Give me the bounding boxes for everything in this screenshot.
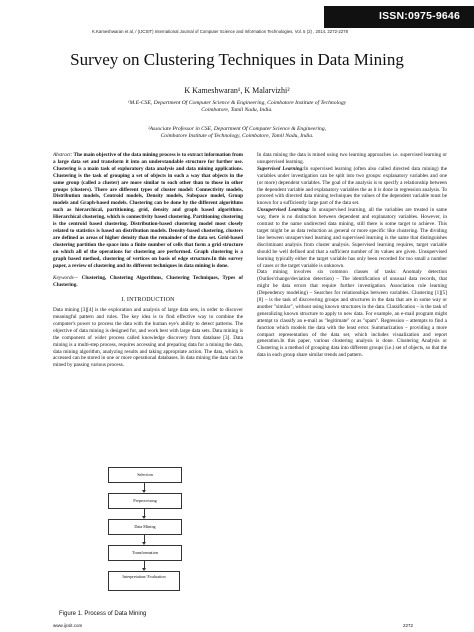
journal-citation: K.Kameshwaran et al, / (IJCSIT) International Journal of Computer Science and Information Technologies, Vol. 5 (2) , 2014, 2272-2278 — [92, 29, 348, 34]
supervised-learning-label: Supervised Learning: — [257, 165, 304, 172]
learning-approaches-paragraph: In data mining the data is mined using two learning approaches i.e. supervised learning or unsupervised learning. — [257, 152, 447, 165]
paper-authors: K Kameshwaran¹, K Malarvizhi² — [184, 86, 290, 95]
unsupervised-learning-label: Unsupervised Learning: — [257, 207, 310, 214]
journal-header — [0, 0, 474, 34]
abstract — [53, 152, 243, 269]
step-selection: Selection — [108, 467, 182, 483]
affiliation-2-line-2: Coimbatore Institute of Technology, Coimbatore, Tamil Nadu, India. — [160, 133, 314, 140]
section-heading-introduction: I. INTRODUCTION — [121, 297, 175, 304]
step-data-mining: Data Mining — [108, 519, 182, 535]
affiliation-1-line-2: Coimbatore, Tamil Nadu, India. — [201, 107, 273, 114]
keywords-label: Keywords— — [53, 275, 79, 282]
step-interpretation-evaluation: Interpretation/ Evaluation — [108, 571, 180, 591]
introduction-paragraph: Data mining [3][4] is the exploration and analysis of large data sets, in order to discover meaningful pattern and rules. The key idea is to find effective way to combine the computer's power to process the data with the human eye's ability to detect patterns. The objective of data mining is designed for, and work best with large data sets. Data mining is the component of wider process called knowledge discovery from database [3]. Data mining is a multi-step process, requires accessing and preparing data for a mining the data, data mining algorithm, analyzing results and taking appropriate action. The data, which is accessed can be stored in one or more operational databases. In data mining the data can be mined by passing various process. — [53, 307, 243, 369]
data-mining-tasks-paragraph: Data mining involves six common classes of tasks: Anomaly detection (Outlier/change/deviation detection) – The identification of unusual data records, that might be data errors that require further investigation. Association rule learning (Dependency modeling) – Searches for relationships between variables. Clustering [1][5][8] – is the task of discovering groups and structures in the data that are in some way or another "similar", without using known structures in the data. Classification – is the task of generalizing known structure to apply to new data. For example, an e-mail program might attempt to classify an e-mail as "legitimate" or as "spam". Regression – attempts to find a function which models the data with the least error. Summarization – providing a more compact representation of the data set, which includes visualization and report generation.In this paper, various clustering analysis is done. Clustering Analysis or Clustering is a method of grouping data into different groups (i.e.) set of objects, so that the data in each group share similar trends and pattern. — [257, 269, 447, 359]
affiliation-1 — [70, 100, 404, 114]
step-preprocessing: Preprocessing — [108, 493, 182, 509]
supervised-learning-paragraph — [257, 166, 447, 207]
affiliation-2-line-1: ²Associate Professor in CSE, Department Of Computer Science & Engineering, — [147, 126, 327, 132]
right-column — [257, 152, 447, 359]
affiliation-1-line-1: ¹M.E-CSE, Department Of Computer Science & Engineering, Coimbatore Institute of Technology — [127, 100, 347, 106]
page-number: 2272 — [403, 623, 414, 628]
unsupervised-learning-paragraph — [257, 207, 447, 269]
paper-title: Survey on Clustering Techniques in Data Mining — [70, 50, 404, 69]
abstract-label: Abstract: — [53, 152, 73, 158]
footer-url: www.ijcsit.com — [53, 623, 83, 628]
left-column — [53, 152, 243, 369]
affiliation-2 — [70, 126, 404, 140]
figure-caption: Figure 1. Process of Data Mining — [59, 611, 147, 617]
abstract-text: The main objective of the data mining process is to extract information from a large data set and transform it into an understandable structure for further use. Clustering is a main task of exploratory data analysis and data mining applications. Clustering is the task of grouping a set of objects in such a way that objects in the same group (called a cluster) are more similar to each other than to those in other groups (clusters). There are different types of cluster model: Connectivity models, Distribution models, Centroid models, Density models, Subspace model, Group models and Graph-based models. Clustering can be done by the different algorithms such as hierarchical, partitioning, grid, density and graph based algorithms. Hierarchical clustering, which is connectivity based clustering. Partitioning clustering is the centroid based clustering. Distribution-based clustering model most closely related to statistics is based on distribution models. Density-based clustering, clusters are defined as areas of higher density than the remainder of the data set. Grid-based clustering partition the space into a finite number of cells that form a grid structure on which all of the operations for clustering are performed. Graph clustering is a graph based method, clustering of vertices on basis of edge structure.In this survey paper, a review of clustering and its different techniques in data mining is done. — [53, 152, 243, 269]
keywords-text: Clustering, Clustering Algorithms, Clustering Techniques, Types of Clustering. — [53, 275, 243, 289]
unsupervised-learning-text: In unsupervised learning, all the variables are treated in same way, there is no distinction between dependent and explanatory variables. However, in contrast to the name undirected data mining, still there is some target to achieve. This target might be as data reduction as general or more specific like clustering. The dividing line between unsupervised learning and supervised learning is the same that distinguishes discriminant analysis from cluster analysis. Supervised learning requires, target variable should be well defined and that a sufficient number of its values are given. Unsupervised learning typically either the target variable has only been recorded for too small a number of cases or the target variable is unknown. — [257, 207, 447, 269]
step-transformation: Transformation — [108, 545, 182, 561]
issn-label: ISSN:0975-9646 — [378, 10, 460, 22]
process-diagram — [100, 467, 205, 621]
keywords — [53, 275, 243, 289]
supervised-learning-text: In supervised learning (often also called directed data mining) the variables under investigation can be split into two groups: explanatory variables and one (or more) dependent variables. The goal of the analysis is to specify a relationship between the dependent variable and explanatory variables the as it is done in regression analysis. To proceed with directed data mining techniques the values of the dependent variable must be known for a sufficiently large part of the data set. — [257, 165, 447, 207]
